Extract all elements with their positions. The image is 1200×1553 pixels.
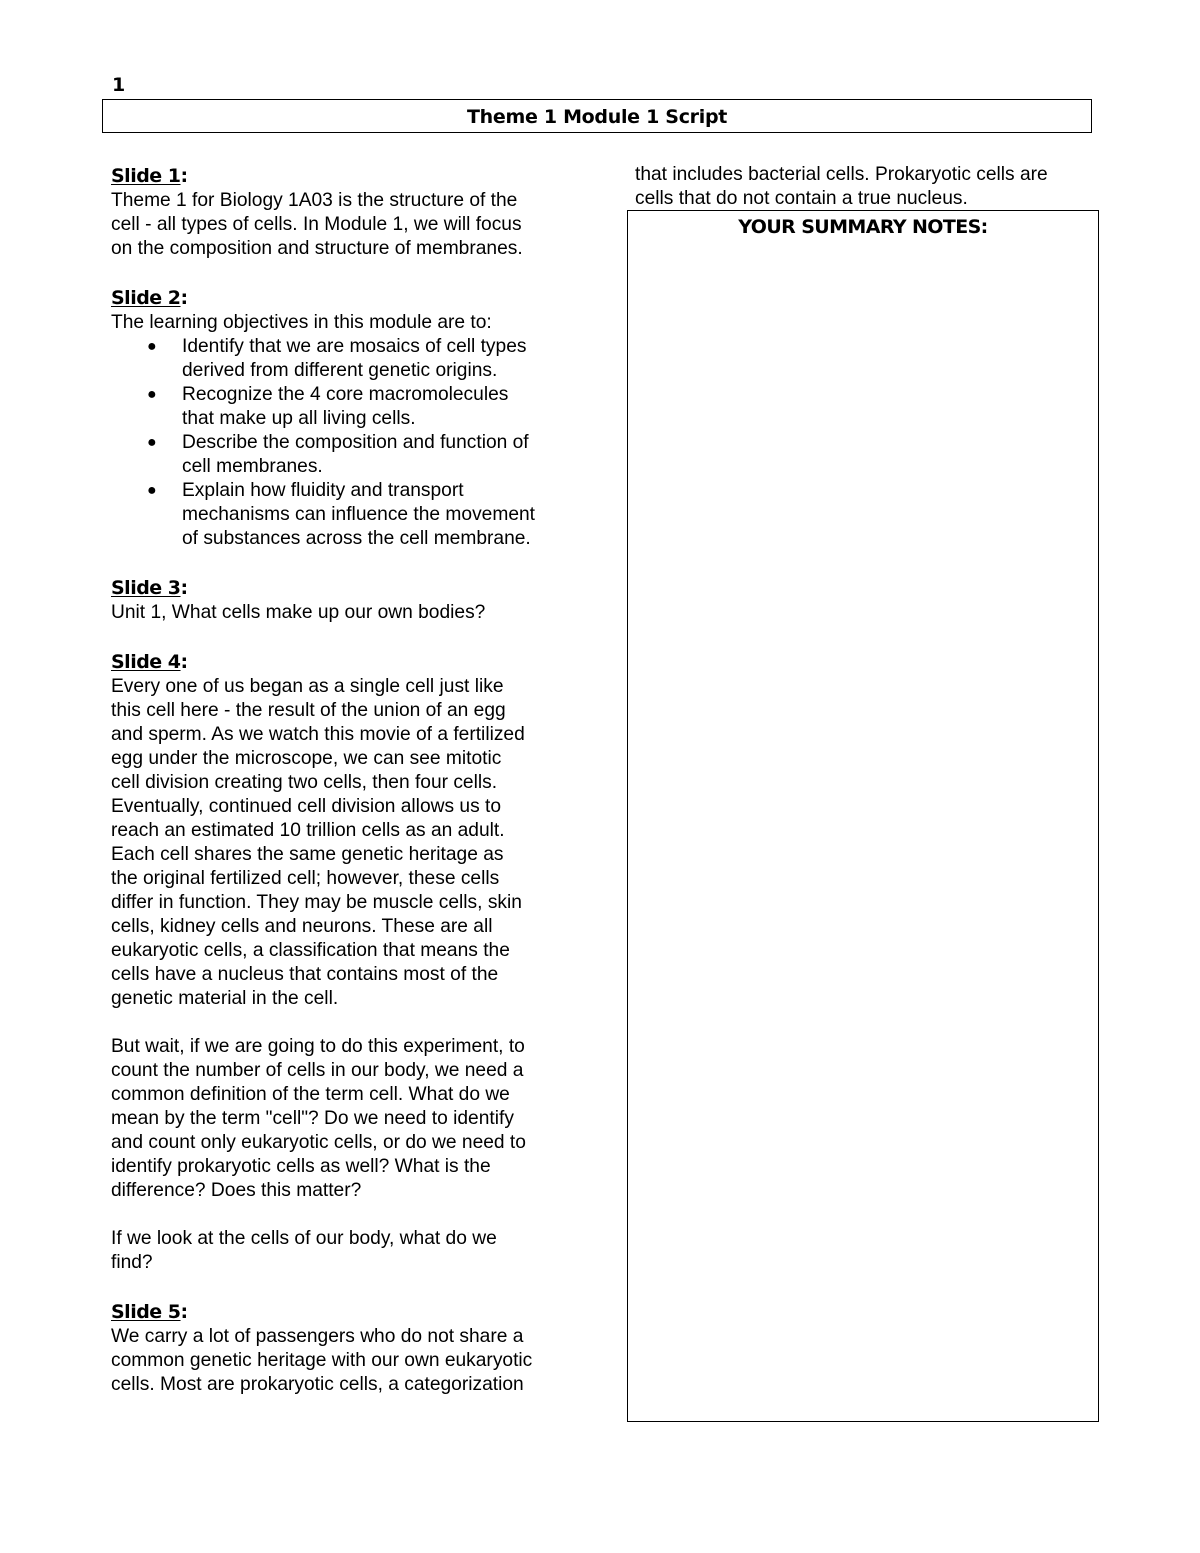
slide-heading-label: Slide 5 [111,1301,181,1323]
summary-notes-title: YOUR SUMMARY NOTES: [738,216,988,238]
continued-text: that includes bacterial cells. Prokaryotic cells are cells that do not contain a true nucleus. [635,164,1048,209]
bullet-icon: ● [147,482,157,499]
slide-heading: Slide 3: [111,577,188,599]
page-number: 1 [112,74,126,96]
slide-heading: Slide 4: [111,651,188,673]
slide-paragraph: We carry a lot of passengers who do not share a common genetic heritage with our own eukaryotic cells. Most are prokaryotic cells, a categorization [111,1326,533,1395]
slide-heading-label: Slide 2 [111,287,181,309]
list-item [111,383,581,431]
slide-paragraph: But wait, if we are going to do this experiment, to count the number of cells in our body, we need a common definition of the term cell. What do we mean by the term "cell"? Do we need to identify and count only eukaryotic cells, or do we need to identify prokaryotic cells as well? What is the difference? Does this matter? [111,1036,526,1201]
document-title: Theme 1 Module 1 Script [102,99,1092,133]
slide-2-section [111,285,581,551]
slide-paragraph: Theme 1 for Biology 1A03 is the structure of the cell - all types of cells. In Module 1, we will focus on the composition and structure of membranes. [111,190,523,259]
slide-paragraph: Every one of us began as a single cell just like this cell here - the result of the union of an egg and sperm. As we watch this movie of a fertilized egg under the microscope, we can see mitotic cell division creating two cells, then four cells. Eventually, continued cell division allows us to reach an estimated 10 trillion cells as an adult. Each cell shares the same genetic heritage as the original fertilized cell; however, these cells differ in function. They may be muscle cells, skin cells, kidney cells and neurons. These are all eukaryotic cells, a classification that means the cells have a nucleus that contains most of the genetic material in the cell. [111,676,525,1009]
slide-heading: Slide 2: [111,287,188,309]
slide-paragraph: Unit 1, What cells make up our own bodies? [111,602,486,623]
slide-3-section [111,575,581,625]
script-column [111,163,581,1421]
bullet-icon: ● [147,338,157,355]
bullet-icon: ● [147,386,157,403]
slide-heading: Slide 1: [111,165,188,187]
list-item-text: Identify that we are mosaics of cell types derived from different genetic origins. [182,336,527,381]
list-item [111,335,581,383]
list-item-text: Explain how fluidity and transport mechanisms can influence the movement of substances across the cell membrane. [182,480,536,549]
slide-4-section [111,649,581,1275]
slide-5-section [111,1299,581,1397]
slide-heading-label: Slide 3 [111,577,181,599]
slide-paragraph: If we look at the cells of our body, what do we find? [111,1228,497,1273]
slide-heading: Slide 5: [111,1301,188,1323]
slide-heading-label: Slide 4 [111,651,181,673]
summary-notes-box[interactable] [627,210,1099,1422]
list-item [111,479,581,551]
list-item [111,431,581,479]
objectives-list [111,335,581,551]
list-item-text: Recognize the 4 core macromolecules that make up all living cells. [182,384,509,429]
slide-paragraph: The learning objectives in this module are to: [111,312,492,333]
bullet-icon: ● [147,434,157,451]
slide-heading-label: Slide 1 [111,165,181,187]
slide-1-section [111,163,581,261]
list-item-text: Describe the composition and function of cell membranes. [182,432,529,477]
